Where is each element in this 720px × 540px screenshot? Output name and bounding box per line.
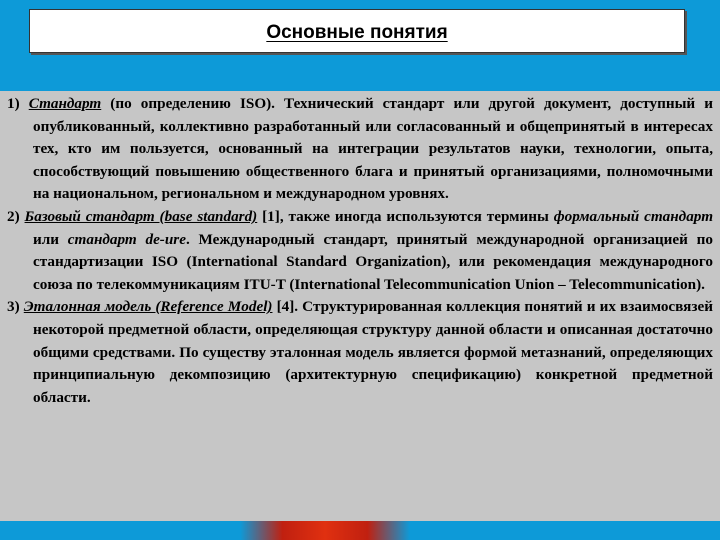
item-number: 1): [7, 95, 20, 112]
definition-item-standard: [7, 93, 713, 206]
definition-item-reference-model: [7, 296, 713, 409]
bottom-red-glow: [240, 521, 410, 540]
term-reference-model: Эталонная модель (Reference Model): [23, 298, 273, 316]
term-formal-standard: формальный стандарт: [553, 207, 714, 225]
definition-item-base-standard: [7, 206, 714, 296]
definition-text: . Международный стандарт, принятый международной организацией по стандартизации ISO (International Standard Organization), или рекомендация международного союза по телекоммуникациям ITU-T (International Telecommunication Union – Telecommunication).: [33, 230, 714, 293]
definition-text: или: [33, 230, 68, 248]
content-panel: [0, 91, 720, 521]
item-number: 3): [7, 298, 20, 316]
term-standard: Стандарт: [28, 95, 102, 112]
definition-text: [4]. Структурированная коллекция понятий и их взаимосвязей некоторой предметной области, определяющая структуру данной области и описанная достаточно общими средствами. По существу эталонная модель является формой метазнаний, определяющих принципиальную декомпозицию (архитектурную спецификацию) конкретной предметной области.: [33, 298, 713, 406]
term-base-standard: Базовый стандарт (base standard): [24, 207, 258, 225]
title-box: [29, 9, 685, 53]
item-number: 2): [7, 207, 20, 225]
definition-text: (по определению ISO). Технический стандарт или другой документ, доступный и опубликованный, коллективно разработанный или согласованный и общепринятый в интересах тех, кто им пользуется, основанный на интеграции результатов науки, технологии, опыта, способствующий повышению общественного блага и принятый организациями, полномочными на национальном, региональном и международном уровнях.: [33, 95, 713, 203]
slide-title: Основные понятия: [266, 22, 448, 43]
definition-text: [1], также иногда используются термины: [257, 207, 554, 225]
term-de-ure-standard: стандарт de-ure: [67, 230, 186, 248]
